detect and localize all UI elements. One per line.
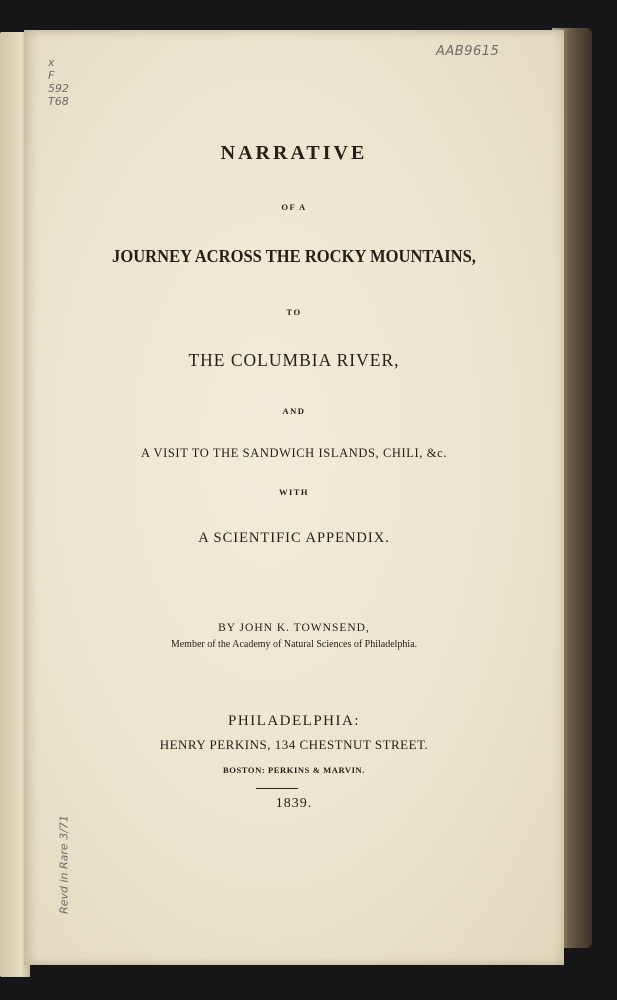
- call-number-line: x: [48, 56, 55, 69]
- imprint-boston: BOSTON: PERKINS & MARVIN.: [222, 765, 366, 775]
- title-connector-of-a: OF A: [281, 202, 307, 212]
- title-columbia: THE COLUMBIA RIVER,: [188, 350, 400, 370]
- pencil-call-number: [48, 56, 88, 108]
- imprint-rule: [256, 788, 298, 789]
- call-number-line: 592: [48, 82, 69, 95]
- pencil-reshelf-note: Revd in Rare 3/71: [57, 815, 71, 914]
- pencil-accession-number: AAB9615: [436, 44, 500, 59]
- title-connector-to: TO: [286, 307, 302, 317]
- call-number-line: T68: [48, 95, 69, 108]
- call-number-line: F: [48, 69, 55, 82]
- title-visit: A VISIT TO THE SANDWICH ISLANDS, CHILI, &c.: [141, 446, 447, 460]
- author-line: BY JOHN K. TOWNSEND,: [218, 622, 370, 634]
- title-journey: JOURNEY ACROSS THE ROCKY MOUNTAINS,: [112, 246, 476, 266]
- imprint-publisher: HENRY PERKINS, 134 CHESTNUT STREET.: [159, 737, 429, 752]
- imprint-place: PHILADELPHIA:: [228, 713, 360, 729]
- title-connector-and: AND: [282, 406, 306, 416]
- imprint-year: 1839.: [275, 796, 313, 811]
- title-main: NARRATIVE: [220, 142, 368, 164]
- title-connector-with: WITH: [278, 487, 310, 497]
- title-page: [24, 30, 564, 965]
- author-affiliation: Member of the Academy of Natural Sciences of Philadelphia.: [170, 639, 418, 650]
- title-appendix: A SCIENTIFIC APPENDIX.: [198, 530, 390, 546]
